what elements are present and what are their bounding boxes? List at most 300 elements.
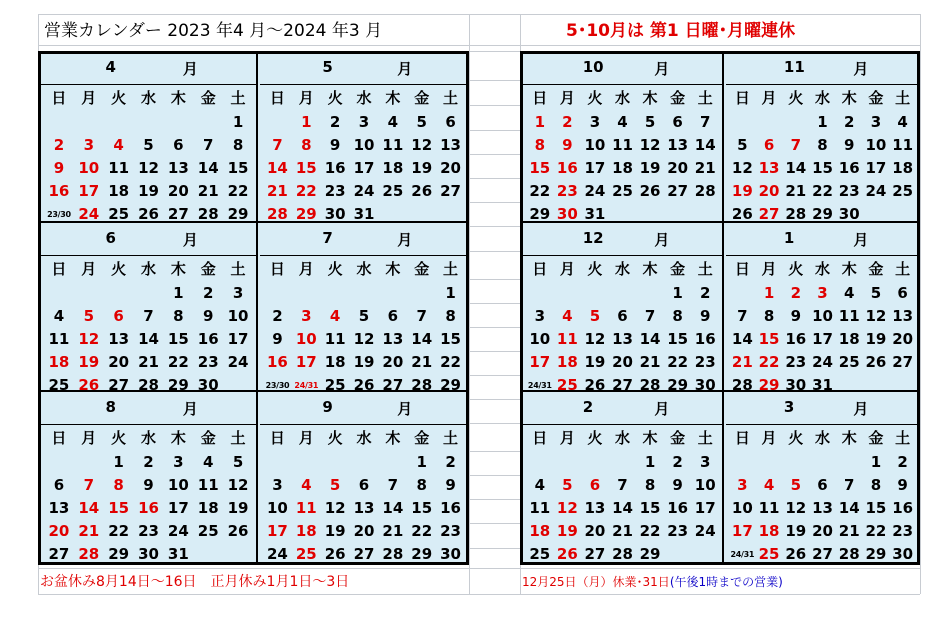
- day-cell: 28: [838, 545, 860, 563]
- day-cell: 21: [639, 353, 661, 371]
- day-cell: 2: [843, 113, 855, 131]
- month-9: [260, 394, 468, 561]
- day-cell: 21: [78, 522, 100, 540]
- day-cell: 10: [266, 499, 288, 517]
- day-cell: 22: [227, 182, 249, 200]
- day-cell: 20: [758, 182, 780, 200]
- day-cell: 23: [324, 182, 346, 200]
- day-cell: 7: [644, 307, 656, 325]
- weekday-label: 木: [170, 429, 186, 447]
- weekday-label: 月: [81, 260, 97, 278]
- day-cell: 8: [763, 307, 775, 325]
- day-cell: 17: [731, 522, 753, 540]
- month-number: 6: [105, 229, 116, 247]
- day-cell: 2: [272, 307, 283, 325]
- month-header: [41, 394, 256, 425]
- day-cell: 27: [48, 545, 70, 563]
- month-number: 12: [582, 229, 604, 247]
- weekday-label: 日: [269, 429, 285, 447]
- day-cell: 22: [667, 353, 689, 371]
- day-cell: 4: [387, 113, 399, 131]
- day-cell: 15: [440, 330, 461, 348]
- day-cell: 23/30: [265, 381, 290, 390]
- day-cell: 12: [865, 307, 887, 325]
- day-cell: 30: [694, 376, 716, 394]
- day-cell: 27: [353, 545, 375, 563]
- day-cell: 30: [785, 376, 807, 394]
- weekday-label: 火: [111, 429, 127, 447]
- day-cell: 23: [838, 182, 860, 200]
- day-cell: 18: [48, 353, 70, 371]
- day-cell: 13: [353, 499, 375, 517]
- day-cell: 18: [529, 522, 551, 540]
- day-cell: 3: [358, 113, 370, 131]
- day-cell: 19: [353, 353, 375, 371]
- day-cell: 15: [108, 499, 130, 517]
- day-cell: 24: [584, 182, 606, 200]
- day-cell: 17: [78, 182, 100, 200]
- weekday-label: 火: [327, 260, 343, 278]
- month-number: 7: [322, 229, 333, 247]
- day-cell: 4: [617, 113, 628, 131]
- day-cell: 16: [667, 499, 689, 517]
- day-cell: 9: [272, 330, 283, 348]
- day-cell: 14: [694, 136, 716, 154]
- note-red-text: 12月25日（月）休業･31日: [522, 575, 670, 589]
- day-cell: 11: [529, 499, 551, 517]
- month-header: [523, 394, 722, 425]
- day-cell: 9: [445, 476, 456, 494]
- day-cell: 6: [763, 136, 775, 154]
- month-11: [726, 54, 919, 221]
- weekday-label: 金: [868, 429, 884, 447]
- day-cell: 11: [324, 330, 346, 348]
- weekday-label: 水: [356, 429, 372, 447]
- day-cell: 26: [584, 376, 606, 394]
- day-cell: 29: [227, 205, 249, 223]
- day-cell: 23: [667, 522, 689, 540]
- day-cell: 22: [295, 182, 317, 200]
- day-cell: 26: [138, 205, 159, 223]
- day-cell: 9: [699, 307, 711, 325]
- day-cell: 16: [892, 499, 914, 517]
- day-cell: 29: [667, 376, 689, 394]
- day-cell: 2: [329, 113, 341, 131]
- weekday-label: 月: [559, 429, 575, 447]
- day-cell: 12: [639, 136, 661, 154]
- day-cell: 8: [445, 307, 456, 325]
- month-header: [523, 54, 722, 85]
- day-cell: 5: [562, 476, 573, 494]
- month-label: 月: [397, 60, 413, 78]
- day-cell: 28: [78, 545, 100, 563]
- day-cell: 14: [411, 330, 433, 348]
- day-cell: 4: [113, 136, 124, 154]
- day-cell: 28: [138, 376, 159, 394]
- day-cell: 18: [556, 353, 578, 371]
- month-header: [41, 54, 256, 85]
- day-cell: 4: [562, 307, 573, 325]
- day-cell: 16: [48, 182, 70, 200]
- footer-note-left: お盆休み8月14日～16日 正月休み1月1日～3日: [40, 574, 350, 590]
- month-label: 月: [853, 231, 869, 249]
- day-cell: 8: [672, 307, 683, 325]
- day-cell: 9: [143, 476, 154, 494]
- month-8: [41, 394, 256, 561]
- day-cell: 20: [353, 522, 375, 540]
- day-cell: 13: [440, 136, 461, 154]
- day-cell: 14: [639, 330, 661, 348]
- day-cell: 19: [584, 353, 606, 371]
- day-cell: 8: [173, 307, 184, 325]
- weekday-label: 木: [385, 260, 401, 278]
- day-cell: 13: [667, 136, 689, 154]
- day-cell: 8: [817, 136, 828, 154]
- day-cell: 6: [897, 284, 908, 302]
- day-cell: 17: [865, 159, 887, 177]
- day-cell: 3: [272, 476, 283, 494]
- month-number: 4: [105, 58, 116, 76]
- day-cell: 24: [694, 522, 716, 540]
- day-cell: 29: [758, 376, 780, 394]
- day-cell: 21: [138, 353, 159, 371]
- day-cell: 27: [584, 545, 606, 563]
- day-cell: 4: [329, 307, 341, 325]
- day-cell: 15: [529, 159, 551, 177]
- day-cell: 7: [790, 136, 801, 154]
- day-cell: 19: [865, 330, 887, 348]
- day-cell: 27: [382, 376, 404, 394]
- day-cell: 8: [644, 476, 656, 494]
- weekday-label: 木: [170, 89, 186, 107]
- day-cell: 11: [197, 476, 219, 494]
- day-cell: 28: [382, 545, 404, 563]
- day-cell: 8: [870, 476, 882, 494]
- day-cell: 30: [556, 205, 578, 223]
- day-cell: 17: [529, 353, 551, 371]
- weekday-label: 月: [559, 89, 575, 107]
- day-cell: 29: [108, 545, 130, 563]
- day-cell: 11: [612, 136, 633, 154]
- day-cell: 10: [295, 330, 317, 348]
- grid-col-line: [469, 14, 470, 594]
- day-cell: 24: [353, 182, 375, 200]
- day-cell: 26: [353, 376, 375, 394]
- weekday-label: 木: [170, 260, 186, 278]
- day-cell: 26: [785, 545, 807, 563]
- day-cell: 17: [584, 159, 606, 177]
- weekday-label: 火: [587, 260, 603, 278]
- day-cell: 15: [667, 330, 689, 348]
- weekday-label: 金: [414, 429, 430, 447]
- day-cell: 23: [556, 182, 578, 200]
- day-cell: 9: [897, 476, 908, 494]
- day-cell: 13: [382, 330, 404, 348]
- day-cell: 1: [763, 284, 775, 302]
- day-cell: 2: [53, 136, 65, 154]
- day-cell: 10: [584, 136, 606, 154]
- day-cell: 16: [324, 159, 346, 177]
- month-7: [260, 225, 468, 392]
- day-cell: 18: [108, 182, 130, 200]
- day-cell: 1: [445, 284, 456, 302]
- day-cell: 28: [639, 376, 661, 394]
- day-cell: 27: [167, 205, 189, 223]
- weekday-label: 土: [443, 260, 459, 278]
- month-label: 月: [654, 60, 670, 78]
- weekday-label: 土: [697, 89, 713, 107]
- day-cell: 22: [758, 353, 780, 371]
- grid-col-line: [920, 14, 921, 594]
- day-cell: 20: [440, 159, 461, 177]
- day-cell: 15: [167, 330, 189, 348]
- calendar-block-right: [520, 51, 920, 565]
- weekday-label: 木: [841, 429, 857, 447]
- month-label: 月: [182, 60, 198, 78]
- day-cell: 9: [843, 136, 855, 154]
- weekday-label: 水: [140, 429, 156, 447]
- day-cell: 26: [865, 353, 887, 371]
- month-3: [726, 394, 919, 561]
- day-cell: 25: [758, 545, 780, 563]
- day-cell: 27: [440, 182, 461, 200]
- weekday-label: 水: [140, 260, 156, 278]
- day-cell: 21: [612, 522, 633, 540]
- month-label: 月: [853, 400, 869, 418]
- weekday-label: 水: [356, 89, 372, 107]
- day-cell: 5: [83, 307, 94, 325]
- weekday-label: 土: [697, 429, 713, 447]
- weekday-label: 月: [298, 89, 314, 107]
- day-cell: 5: [589, 307, 601, 325]
- day-cell: 1: [301, 113, 312, 131]
- day-cell: 7: [699, 113, 711, 131]
- weekday-label: 金: [414, 260, 430, 278]
- weekday-label: 水: [614, 89, 630, 107]
- day-cell: 21: [411, 353, 433, 371]
- day-cell: 7: [737, 307, 748, 325]
- day-cell: 3: [699, 453, 711, 471]
- month-label: 月: [654, 400, 670, 418]
- day-cell: 1: [870, 453, 882, 471]
- day-cell: 6: [589, 476, 601, 494]
- day-cell: 13: [48, 499, 70, 517]
- weekday-label: 木: [385, 89, 401, 107]
- weekday-label: 月: [81, 429, 97, 447]
- weekday-label: 水: [814, 429, 830, 447]
- day-cell: 11: [382, 136, 404, 154]
- day-cell: 1: [644, 453, 656, 471]
- day-cell: 3: [817, 284, 828, 302]
- day-cell: 11: [48, 330, 70, 348]
- day-cell: 30: [324, 205, 346, 223]
- weekday-label: 火: [327, 429, 343, 447]
- day-cell: 13: [892, 307, 914, 325]
- day-cell: 17: [227, 330, 249, 348]
- weekday-label: 月: [559, 260, 575, 278]
- grid-row-line: [38, 45, 920, 46]
- day-cell: 19: [324, 522, 346, 540]
- weekday-label: 日: [51, 89, 67, 107]
- weekday-label: 火: [788, 429, 804, 447]
- day-cell: 1: [232, 113, 244, 131]
- day-cell: 1: [416, 453, 427, 471]
- day-cell: 10: [731, 499, 753, 517]
- day-cell: 28: [197, 205, 219, 223]
- weekday-label: 日: [532, 429, 548, 447]
- month-header: [726, 225, 919, 256]
- day-cell: 21: [382, 522, 404, 540]
- day-cell: 29: [167, 376, 189, 394]
- day-cell: 2: [699, 284, 711, 302]
- day-cell: 6: [387, 307, 399, 325]
- day-cell: 17: [295, 353, 317, 371]
- month-number: 1: [783, 229, 795, 247]
- month-header: [260, 54, 468, 85]
- day-cell: 22: [639, 522, 661, 540]
- day-cell: 11: [758, 499, 780, 517]
- weekday-label: 土: [697, 260, 713, 278]
- day-cell: 9: [790, 307, 801, 325]
- day-cell: 8: [113, 476, 124, 494]
- day-cell: 21: [266, 182, 288, 200]
- day-cell: 28: [411, 376, 433, 394]
- month-divider-vertical: [722, 54, 724, 562]
- month-divider-vertical: [256, 54, 258, 562]
- weekday-label: 日: [532, 260, 548, 278]
- day-cell: 28: [785, 205, 807, 223]
- day-cell: 14: [612, 499, 633, 517]
- day-cell: 8: [232, 136, 244, 154]
- day-cell: 31: [353, 205, 375, 223]
- day-cell: 9: [53, 159, 65, 177]
- day-cell: 6: [53, 476, 65, 494]
- weekday-label: 日: [734, 260, 750, 278]
- day-cell: 6: [617, 307, 628, 325]
- weekday-label: 火: [111, 260, 127, 278]
- day-cell: 7: [387, 476, 399, 494]
- month-header: [726, 54, 919, 85]
- day-cell: 9: [329, 136, 341, 154]
- month-number: 2: [582, 398, 594, 416]
- month-5: [260, 54, 468, 221]
- day-cell: 22: [167, 353, 189, 371]
- day-cell: 3: [173, 453, 184, 471]
- day-cell: 29: [529, 205, 551, 223]
- weekday-label: 金: [200, 89, 216, 107]
- day-cell: 24: [78, 205, 100, 223]
- day-cell: 28: [694, 182, 716, 200]
- day-cell: 20: [667, 159, 689, 177]
- day-cell: 16: [440, 499, 461, 517]
- day-cell: 15: [411, 499, 433, 517]
- day-cell: 14: [78, 499, 100, 517]
- weekday-label: 金: [868, 89, 884, 107]
- day-cell: 12: [731, 159, 753, 177]
- day-cell: 12: [353, 330, 375, 348]
- day-cell: 5: [416, 113, 427, 131]
- day-cell: 5: [790, 476, 801, 494]
- footer-note-right: [522, 571, 783, 593]
- day-cell: 8: [534, 136, 545, 154]
- day-cell: 23: [892, 522, 914, 540]
- month-number: 10: [582, 58, 604, 76]
- day-cell: 30: [440, 545, 461, 563]
- day-cell: 20: [812, 522, 833, 540]
- weekday-label: 日: [51, 429, 67, 447]
- day-cell: 24: [865, 182, 887, 200]
- day-cell: 1: [534, 113, 545, 131]
- month-number: 9: [322, 398, 333, 416]
- day-cell: 21: [197, 182, 219, 200]
- weekday-label: 木: [385, 429, 401, 447]
- day-cell: 19: [639, 159, 661, 177]
- weekday-label: 木: [841, 260, 857, 278]
- day-cell: 27: [892, 353, 914, 371]
- day-cell: 3: [870, 113, 882, 131]
- month-label: 月: [182, 400, 198, 418]
- day-cell: 24: [167, 522, 189, 540]
- day-cell: 17: [167, 499, 189, 517]
- day-cell: 19: [138, 182, 159, 200]
- day-cell: 25: [382, 182, 404, 200]
- day-cell: 10: [353, 136, 375, 154]
- day-cell: 15: [295, 159, 317, 177]
- day-cell: 31: [584, 205, 606, 223]
- day-cell: 27: [758, 205, 780, 223]
- day-cell: 10: [227, 307, 249, 325]
- weekday-label: 土: [230, 260, 246, 278]
- day-cell: 4: [53, 307, 65, 325]
- weekday-label: 火: [327, 89, 343, 107]
- day-cell: 24/31: [294, 381, 319, 390]
- day-cell: 6: [113, 307, 124, 325]
- day-cell: 26: [324, 545, 346, 563]
- day-cell: 18: [892, 159, 914, 177]
- weekday-label: 火: [587, 429, 603, 447]
- day-cell: 14: [266, 159, 288, 177]
- day-cell: 6: [445, 113, 456, 131]
- day-cell: 2: [445, 453, 456, 471]
- day-cell: 19: [556, 522, 578, 540]
- day-cell: 18: [838, 330, 860, 348]
- weekday-label: 木: [642, 429, 658, 447]
- day-cell: 29: [865, 545, 887, 563]
- day-cell: 1: [173, 284, 184, 302]
- day-cell: 5: [644, 113, 656, 131]
- weekday-label: 金: [200, 260, 216, 278]
- day-cell: 29: [639, 545, 661, 563]
- weekday-label: 日: [51, 260, 67, 278]
- day-cell: 31: [812, 376, 833, 394]
- day-cell: 26: [411, 182, 433, 200]
- day-cell: 10: [694, 476, 716, 494]
- weekday-label: 土: [230, 89, 246, 107]
- weekday-label: 水: [140, 89, 156, 107]
- weekday-label: 火: [788, 260, 804, 278]
- day-cell: 3: [737, 476, 748, 494]
- day-cell: 16: [694, 330, 716, 348]
- day-cell: 27: [108, 376, 130, 394]
- day-cell: 28: [612, 545, 633, 563]
- day-cell: 18: [382, 159, 404, 177]
- weekday-label: 水: [614, 260, 630, 278]
- day-cell: 5: [870, 284, 882, 302]
- weekday-label: 土: [443, 89, 459, 107]
- day-cell: 5: [358, 307, 370, 325]
- day-cell: 25: [838, 353, 860, 371]
- day-cell: 29: [812, 205, 833, 223]
